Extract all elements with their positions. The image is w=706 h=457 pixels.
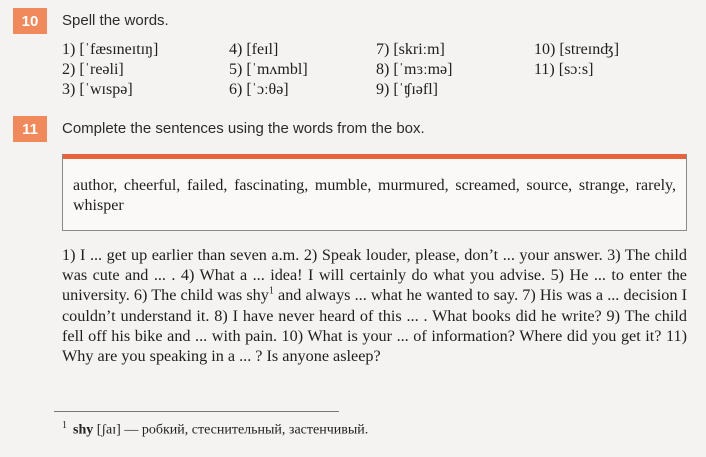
word-item: 11) [sɔːs] <box>534 61 594 78</box>
exercise-text <box>62 245 687 366</box>
exercise-instruction: Spell the words. <box>62 12 169 29</box>
word-box <box>62 154 687 231</box>
word-item: 7) [skriːm] <box>376 41 445 58</box>
exercise-text-part: and always ... what he wanted to say. 7) His was a ... decision I couldn’t understand it. 8) I have never heard of this ... . What books did he write? 9) The child fell off his bike and ... with pain. 10) What is your ... of information? Where did you get it? 11) Why are you speaking in a ... ? Is anyone asleep? <box>62 286 687 366</box>
footnote-word: shy <box>73 422 94 438</box>
word-box-list: author, cheerful, failed, fascinating, mumble, murmured, screamed, source, strange, rarely, whisper <box>73 177 676 214</box>
footnote <box>62 420 368 439</box>
word-item: 8) [ˈmɜːmə] <box>376 61 453 78</box>
footnote-definition: — робкий, стеснительный, застенчивый. <box>120 422 369 438</box>
footnote-mark: 1 <box>62 420 67 431</box>
exercise-number-badge: 10 <box>13 8 47 34</box>
word-item: 10) [streɪnʤ] <box>534 41 620 58</box>
exercise-instruction: Complete the sentences using the words from the box. <box>62 120 425 137</box>
footnote-divider <box>54 411 339 412</box>
word-box-accent-bar <box>63 154 686 159</box>
word-item: 4) [feɪl] <box>229 41 279 58</box>
footnote-reference: 1 <box>268 286 274 298</box>
word-item: 5) [ˈmʌmbl] <box>229 61 308 78</box>
exercise-number-badge: 11 <box>13 116 47 142</box>
exercise-text-part: 1) I ... get up earlier than seven a.m. 2) Speak louder, please, don’t ... your answer. 3) The child was cute and ... . 4) What a ... idea! I will certainly do what you advise. 5) He ... to enter the university. 6) The child was shy <box>62 246 687 305</box>
word-item: 9) [ˈʧɪəfl] <box>376 81 438 98</box>
footnote-transcription: [ʃaɪ] <box>93 422 121 438</box>
word-item: 1) [ˈfæsɪneɪtɪŋ] <box>62 41 159 58</box>
word-item: 3) [ˈwɪspə] <box>62 81 133 98</box>
word-item: 6) [ˈɔːθə] <box>229 81 289 98</box>
word-item: 2) [ˈreəli] <box>62 61 124 78</box>
